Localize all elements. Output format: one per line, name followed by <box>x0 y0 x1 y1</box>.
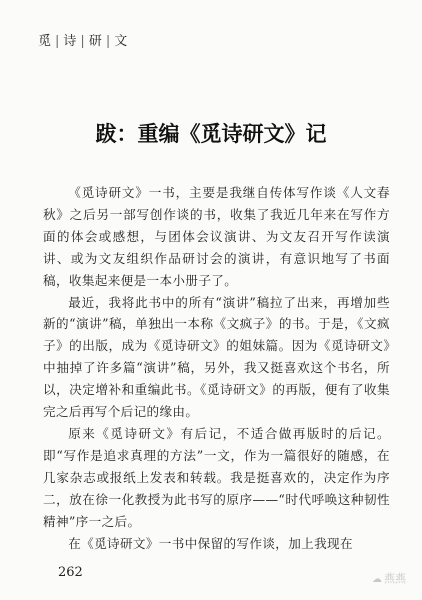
paragraph: 最近，我将此书中的所有“演讲”稿拉了出来，再增加些新的“演讲”稿，单独出一本称《文疯子》的书。于是，《文疯子》的出版，成为《觅诗研文》的姐妹篇。因为《觅诗研文》中抽掉了许多篇“演讲”稿，另外，我又挺喜欢这个书名，所以，决定增补和重编此书。《觅诗研文》的再版，便有了收集完之后再写个后记的缘由。 <box>43 294 390 420</box>
running-head-separator: | <box>55 34 61 49</box>
running-head <box>38 30 128 49</box>
paragraph: 《觅诗研文》一书，主要是我继自传体写作谈《人文春秋》之后另一部写创作谈的书，收集了我近几年来在写作方面的体会或感想，与团体会议演讲、为文友召开写作读演讲、或为文友组织作品研讨会的演讲，有意识地写了书面稿，收集起来便是一本小册子了。 <box>43 185 390 288</box>
watermark-text: 燕燕 <box>384 572 406 585</box>
running-head-char: 文 <box>114 34 129 49</box>
body-text <box>43 182 390 554</box>
cloud-icon: ☁ <box>372 574 382 585</box>
chapter-title: 跋：重编《觅诗研文》记 <box>95 121 327 146</box>
page-number: 262 <box>58 565 83 580</box>
paragraph: 原来《觅诗研文》有后记，不适合做再版时的后记。即“写作是追求真理的方法”一文，作为一篇很好的随感，在几家杂志或报纸上发表和转载。我是挺喜欢的，决定作为序二，放在徐一化教授为此书写的原序——“时代呼唤这种韧性精神”序一之后。 <box>43 425 390 529</box>
paragraph: 在《觅诗研文》一书中保留的写作谈，加上我现在 <box>68 535 353 551</box>
running-head-char: 觅 <box>38 34 53 49</box>
running-head-separator: | <box>105 34 112 49</box>
running-head-char: 诗 <box>63 34 78 49</box>
running-head-separator: | <box>80 34 86 49</box>
watermark <box>372 570 406 586</box>
running-head-char: 研 <box>88 34 103 49</box>
